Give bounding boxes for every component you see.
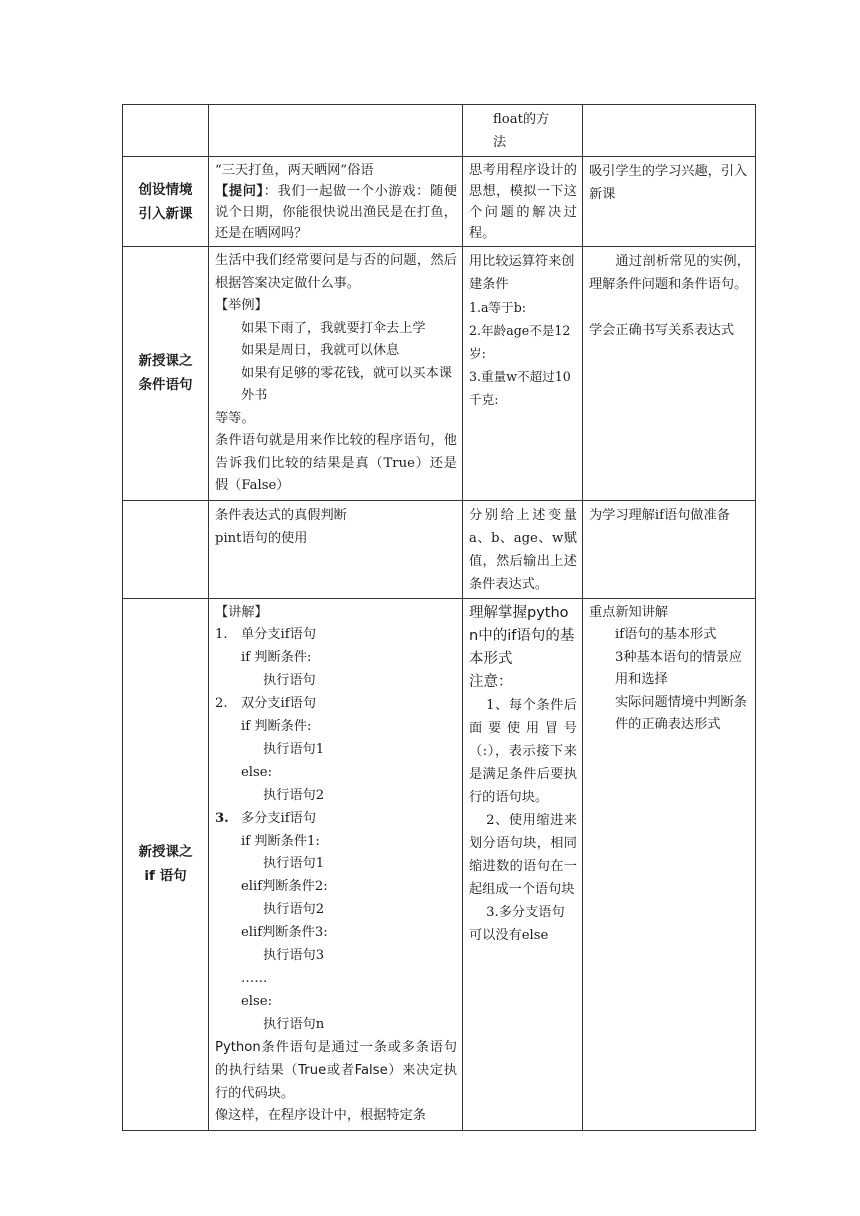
stage-title: if 语句 bbox=[144, 868, 187, 885]
code-line: …… bbox=[241, 971, 268, 986]
question-label: 【提问】 bbox=[215, 184, 264, 199]
question-body: ：我们一起做一个小游戏：随便说个日期，你能很快说出渔民是在打鱼，还是在晒网吗？ bbox=[215, 184, 457, 241]
understanding-title: 理解掌握python中的if语句的基本形式 bbox=[469, 604, 575, 667]
item-number: 3. bbox=[215, 810, 229, 826]
note-label: 注意： bbox=[469, 673, 513, 690]
table-row bbox=[123, 247, 756, 501]
note-point: 1、每个条件后面要使用冒号（:），表示接下来是满足条件后要执行的语句块。 bbox=[469, 697, 577, 805]
item-number bbox=[215, 340, 241, 363]
code-line: 执行语句2 bbox=[263, 902, 325, 918]
stage-title: 条件语句 bbox=[138, 377, 193, 394]
list-item bbox=[589, 624, 750, 647]
student-activity-text: 分别给上述变量a、b、age、w赋值，然后输出上述条件表达式。 bbox=[469, 507, 577, 592]
text-line: 法 bbox=[493, 135, 507, 150]
item-number: 1. bbox=[215, 627, 228, 643]
table-row bbox=[123, 157, 756, 247]
item-number bbox=[589, 692, 615, 715]
design-intent-text: 通过剖析常见的实例，理解条件问题和条件语句。 bbox=[589, 254, 750, 292]
item-text: if语句的基本形式 bbox=[615, 627, 717, 642]
text-line: 1.a等于b: bbox=[469, 300, 527, 315]
list-item bbox=[589, 647, 750, 692]
item-text: 如果有足够的零花钱，就可以买本课外书 bbox=[241, 365, 452, 403]
list-item bbox=[215, 340, 457, 363]
text-line: 用比较运算符来创建条件 bbox=[469, 254, 575, 292]
code-line: else: bbox=[241, 993, 273, 1009]
stage-cell bbox=[123, 598, 209, 1131]
code-line: 执行语句1 bbox=[263, 856, 325, 872]
code-section-heading bbox=[215, 808, 457, 831]
teacher-activity-cell bbox=[209, 105, 463, 157]
code-line: if 判断条件: bbox=[241, 719, 312, 735]
code-line: elif判断条件2: bbox=[241, 879, 328, 895]
design-intent-cell bbox=[583, 598, 756, 1131]
item-text: 双分支if语句 bbox=[241, 696, 317, 712]
stage-cell bbox=[123, 157, 209, 247]
item-text: 3种基本语句的情景应用和选择 bbox=[615, 649, 743, 687]
stage-title: 新授课之 bbox=[138, 844, 193, 861]
focus-title: 重点新知讲解 bbox=[589, 604, 669, 620]
student-activity-text: 思考用程序设计的思想，模拟一下这个问题的解决过程。 bbox=[469, 163, 577, 241]
saying-title: “三天打鱼，两天晒网”俗语 bbox=[215, 163, 374, 178]
spacer bbox=[589, 296, 750, 319]
table-row bbox=[123, 500, 756, 598]
code-line: elif判断条件3: bbox=[241, 925, 328, 941]
item-number: 2. bbox=[215, 696, 228, 712]
student-activity-cell bbox=[463, 157, 583, 247]
text-line: 条件表达式的真假判断 bbox=[215, 507, 347, 523]
code-listing bbox=[215, 624, 457, 1036]
item-text: 单分支if语句 bbox=[241, 627, 317, 643]
item-number bbox=[215, 363, 241, 386]
code-section-heading bbox=[215, 624, 457, 647]
student-activity-cell bbox=[463, 598, 583, 1131]
code-section-heading bbox=[215, 693, 457, 716]
stage-title: 引入新课 bbox=[138, 205, 193, 222]
code-line: 执行语句 bbox=[263, 673, 316, 689]
item-number bbox=[589, 647, 615, 670]
table-row bbox=[123, 598, 756, 1131]
text-line: float的方 bbox=[493, 112, 550, 127]
list-item bbox=[589, 692, 750, 737]
table-row bbox=[123, 105, 756, 157]
teacher-activity-cell bbox=[209, 247, 463, 501]
item-text: 如果是周日，我就可以休息 bbox=[241, 343, 400, 358]
explain-label: 【讲解】 bbox=[215, 604, 268, 620]
stage-title: 创设情境 bbox=[138, 181, 193, 198]
intro-text: 生活中我们经常要问是与否的问题，然后根据答案决定做什么事。 bbox=[215, 253, 457, 291]
student-activity-cell bbox=[463, 247, 583, 501]
item-text: 如果下雨了，我就要打伞去上学 bbox=[241, 320, 426, 336]
design-intent-cell bbox=[583, 105, 756, 157]
text-line: 2.年龄age不是12岁: bbox=[469, 323, 571, 361]
design-intent-cell bbox=[583, 247, 756, 501]
definition-text: 条件语句就是用来作比较的程序语句，他告诉我们比较的结果是真（True）还是假（False） bbox=[215, 433, 457, 493]
item-number bbox=[589, 624, 615, 647]
code-line: if 判断条件: bbox=[241, 650, 312, 666]
item-text: 多分支if语句 bbox=[241, 810, 317, 826]
code-line: 执行语句n bbox=[263, 1016, 325, 1032]
stage-cell bbox=[123, 105, 209, 157]
lesson-plan-table bbox=[122, 104, 756, 1131]
stage-cell bbox=[123, 247, 209, 501]
text-line: pint语句的使用 bbox=[215, 530, 308, 546]
item-text: 实际问题情境中判断条件的正确表达形式 bbox=[615, 694, 747, 732]
code-line: 执行语句1 bbox=[263, 741, 325, 757]
code-line: else: bbox=[241, 764, 273, 780]
question-text bbox=[215, 181, 457, 244]
note-point: 2、使用缩进来划分语句块，相同缩进数的语句在一起组成一个语句块 bbox=[469, 812, 577, 897]
design-intent-text: 吸引学生的学习兴趣，引入新课 bbox=[589, 164, 748, 202]
stage-title: 新授课之 bbox=[138, 353, 193, 370]
note-point: 3.多分支语句可以没有else bbox=[469, 904, 565, 943]
etc-text: 等等。 bbox=[215, 410, 255, 426]
list-item bbox=[215, 363, 457, 408]
stage-cell bbox=[123, 500, 209, 598]
list-item bbox=[215, 318, 457, 341]
code-line: if 判断条件1: bbox=[241, 833, 320, 849]
student-activity-cell bbox=[463, 500, 583, 598]
code-line: 执行语句3 bbox=[263, 948, 325, 964]
teacher-activity-cell bbox=[209, 598, 463, 1131]
code-line: 执行语句2 bbox=[263, 787, 325, 803]
text-line: 3.重量w不超过10千克: bbox=[469, 369, 571, 407]
description-text: Python条件语句是通过一条或多条语句的执行结果（True或者False）来决定执行的代码块。 bbox=[215, 1039, 457, 1101]
design-intent-cell bbox=[583, 157, 756, 247]
teacher-activity-cell bbox=[209, 157, 463, 247]
student-activity-cell bbox=[463, 105, 583, 157]
example-label: 【举例】 bbox=[215, 298, 268, 313]
item-number bbox=[215, 318, 241, 341]
text-line: 像这样，在程序设计中，根据特定条 bbox=[215, 1108, 426, 1124]
teacher-activity-cell bbox=[209, 500, 463, 598]
design-intent-cell bbox=[583, 500, 756, 598]
design-intent-text: 学会正确书写关系表达式 bbox=[589, 323, 735, 338]
design-intent-text: 为学习理解if语句做准备 bbox=[589, 507, 730, 523]
